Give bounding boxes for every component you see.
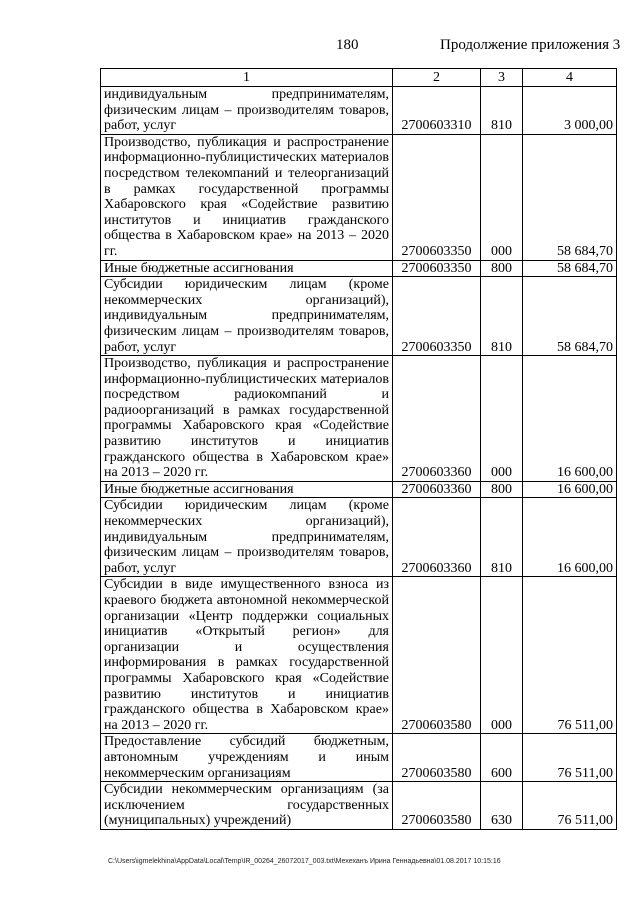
row-amount: 3 000,00 — [523, 87, 617, 135]
row-target-code: 2700603360 — [393, 498, 481, 577]
column-header-1: 1 — [101, 69, 393, 87]
row-target-code: 2700603360 — [393, 481, 481, 498]
column-header-3: 3 — [481, 69, 523, 87]
row-amount: 16 600,00 — [523, 481, 617, 498]
row-target-code: 2700603360 — [393, 356, 481, 482]
row-amount: 76 511,00 — [523, 782, 617, 830]
row-description: Субсидии юридическим лицам (кроме некоммерческих организаций), индивидуальным предпринимателям, физическим лицам – производителям товаров, работ, услуг — [101, 498, 393, 577]
row-description: Иные бюджетные ассигнования — [101, 481, 393, 498]
row-expense-type: 800 — [481, 481, 523, 498]
row-target-code: 2700603350 — [393, 277, 481, 356]
column-header-4: 4 — [523, 69, 617, 87]
table-row — [101, 481, 617, 498]
row-description: Предоставление субсидий бюджетным, автономным учреждениям и иным некоммерческим организациям — [101, 734, 393, 782]
row-expense-type: 000 — [481, 356, 523, 482]
table-row — [101, 87, 617, 135]
row-amount: 76 511,00 — [523, 577, 617, 734]
row-expense-type: 810 — [481, 277, 523, 356]
table-row — [101, 782, 617, 830]
row-expense-type: 000 — [481, 134, 523, 260]
row-target-code: 2700603580 — [393, 782, 481, 830]
budget-table — [100, 68, 617, 830]
row-amount: 58 684,70 — [523, 134, 617, 260]
table-row — [101, 577, 617, 734]
row-target-code: 2700603580 — [393, 577, 481, 734]
appendix-continuation-label: Продолжение приложения 3 — [440, 37, 621, 53]
row-description: Производство, публикация и распространение информационно-публицистических материалов посредством телекомпаний и телеорганизаций в рамках государственной программы Хабаровского края «Содействие развитию институтов и инициатив гражданского общества в Хабаровском крае» на 2013 – 2020 гг. — [101, 134, 393, 260]
table-row — [101, 734, 617, 782]
row-target-code: 2700603310 — [393, 87, 481, 135]
row-description: индивидуальным предпринимателям, физическим лицам – производителям товаров, работ, услуг — [101, 87, 393, 135]
row-amount: 58 684,70 — [523, 277, 617, 356]
table-row — [101, 356, 617, 482]
table-row — [101, 277, 617, 356]
row-description: Иные бюджетные ассигнования — [101, 260, 393, 277]
row-expense-type: 800 — [481, 260, 523, 277]
row-expense-type: 810 — [481, 498, 523, 577]
page-number: 180 — [336, 37, 359, 53]
table-header-row — [101, 69, 617, 87]
row-target-code: 2700603580 — [393, 734, 481, 782]
table-row — [101, 134, 617, 260]
budget-table-body — [101, 69, 617, 830]
table-row — [101, 498, 617, 577]
file-path-footer: C:\Users\igmelekhina\AppData\Local\Temp\IR_00264_26072017_003.txt\Мехеханъ Ирина Геннадьевна\01.08.2017 10:15:16 — [108, 858, 501, 865]
row-expense-type: 000 — [481, 577, 523, 734]
row-description: Субсидии некоммерческим организациям (за исключением государственных (муниципальных) учреждений) — [101, 782, 393, 830]
row-target-code: 2700603350 — [393, 260, 481, 277]
row-target-code: 2700603350 — [393, 134, 481, 260]
row-description: Субсидии юридическим лицам (кроме некоммерческих организаций), индивидуальным предпринимателям, физическим лицам – производителям товаров, работ, услуг — [101, 277, 393, 356]
row-expense-type: 630 — [481, 782, 523, 830]
column-header-2: 2 — [393, 69, 481, 87]
row-description: Производство, публикация и распространение информационно-публицистических материалов посредством радиокомпаний и радиоорганизаций в рамках государственной программы Хабаровского края «Содействие развитию институтов и инициатив гражданского общества в Хабаровском крае» на 2013 – 2020 гг. — [101, 356, 393, 482]
table-row — [101, 260, 617, 277]
row-amount: 58 684,70 — [523, 260, 617, 277]
row-expense-type: 810 — [481, 87, 523, 135]
row-amount: 16 600,00 — [523, 356, 617, 482]
row-expense-type: 600 — [481, 734, 523, 782]
row-description: Субсидии в виде имущественного взноса из краевого бюджета автономной некоммерческой организации «Центр поддержки социальных инициатив «Открытый регион» для организации и осуществления информирования в рамках государственной программы Хабаровского края «Содействие развитию институтов и инициатив гражданского общества в Хабаровском крае» на 2013 – 2020 гг. — [101, 577, 393, 734]
row-amount: 76 511,00 — [523, 734, 617, 782]
row-amount: 16 600,00 — [523, 498, 617, 577]
